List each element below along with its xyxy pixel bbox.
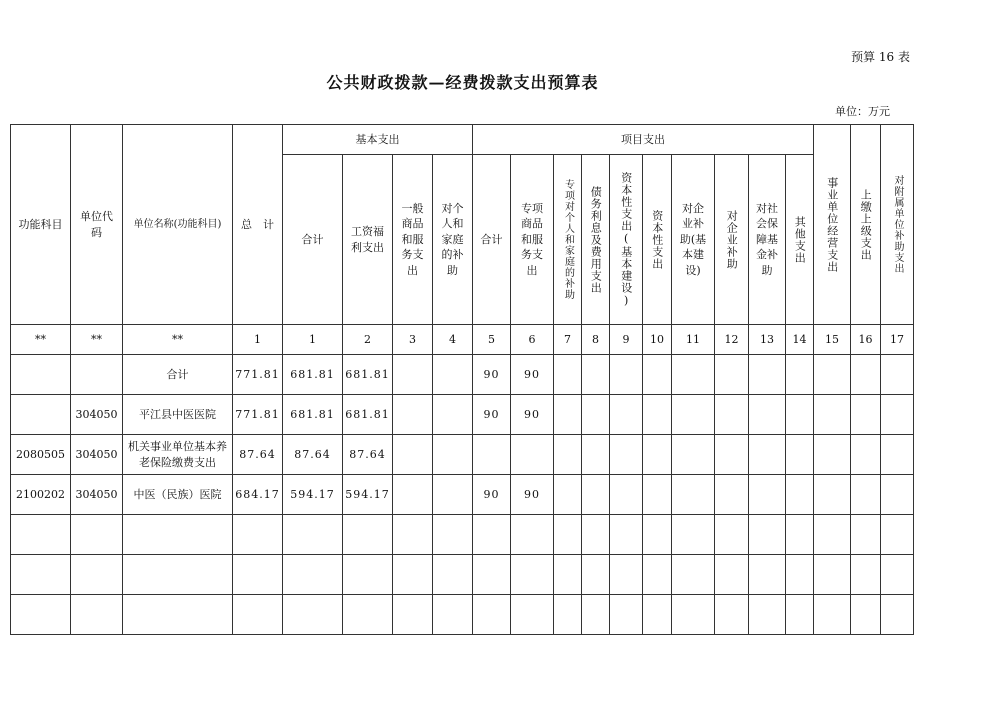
empty-cell: [610, 595, 643, 635]
empty-cell: [851, 395, 881, 435]
header-debt: 债务利息及费用支出: [582, 155, 610, 325]
index-row: [11, 325, 914, 355]
empty-cell: [610, 555, 643, 595]
empty-cell: [643, 475, 672, 515]
index-cell: 17: [881, 325, 914, 355]
unit-name-cell: 合计: [123, 355, 233, 395]
header-unit-name: 单位名称(功能科目): [123, 125, 233, 325]
empty-cell: [610, 515, 643, 555]
empty-cell: [473, 515, 511, 555]
empty-cell: [786, 355, 814, 395]
special-goods-cell: [511, 435, 554, 475]
empty-cell: [715, 555, 749, 595]
empty-cell: [554, 475, 582, 515]
salary-cell: 681.81: [343, 395, 393, 435]
empty-cell: [433, 595, 473, 635]
header-other: 其他支出: [786, 155, 814, 325]
empty-cell: [582, 555, 610, 595]
empty-cell: [643, 395, 672, 435]
empty-cell: [554, 355, 582, 395]
index-cell: 14: [786, 325, 814, 355]
empty-cell: [749, 355, 786, 395]
header-operating: 事业单位经营支出: [814, 125, 851, 325]
empty-cell: [343, 555, 393, 595]
empty-cell: [643, 435, 672, 475]
goods-cell: [393, 355, 433, 395]
basic-total-cell: 87.64: [283, 435, 343, 475]
header-upper: 上缴上级支出: [851, 125, 881, 325]
empty-cell: [814, 475, 851, 515]
table-row: [11, 395, 914, 435]
func-code-cell: [11, 395, 71, 435]
empty-cell: [749, 475, 786, 515]
special-goods-cell: 90: [511, 395, 554, 435]
empty-cell: [749, 395, 786, 435]
project-total-cell: 90: [473, 475, 511, 515]
empty-cell: [283, 595, 343, 635]
empty-cell: [123, 515, 233, 555]
empty-cell: [814, 435, 851, 475]
goods-cell: [393, 475, 433, 515]
empty-cell: [786, 475, 814, 515]
empty-cell: [233, 515, 283, 555]
header-row-top: [11, 125, 914, 155]
empty-cell: [814, 555, 851, 595]
budget-table: [10, 124, 914, 635]
empty-cell: [582, 595, 610, 635]
empty-cell: [511, 555, 554, 595]
func-code-cell: [11, 355, 71, 395]
unit-code-cell: [71, 355, 123, 395]
basic-total-cell: 681.81: [283, 395, 343, 435]
basic-total-cell: 594.17: [283, 475, 343, 515]
empty-table-row: [11, 515, 914, 555]
table-row: [11, 475, 914, 515]
index-cell: 4: [433, 325, 473, 355]
empty-cell: [851, 515, 881, 555]
empty-table-row: [11, 595, 914, 635]
index-cell: 11: [672, 325, 715, 355]
empty-cell: [672, 355, 715, 395]
empty-cell: [582, 515, 610, 555]
empty-cell: [610, 355, 643, 395]
total-cell: 684.17: [233, 475, 283, 515]
empty-cell: [881, 355, 914, 395]
table-row: [11, 435, 914, 475]
empty-cell: [511, 595, 554, 635]
empty-cell: [343, 595, 393, 635]
total-cell: 771.81: [233, 355, 283, 395]
empty-cell: [123, 555, 233, 595]
index-cell: 10: [643, 325, 672, 355]
empty-cell: [11, 555, 71, 595]
index-cell: 1: [233, 325, 283, 355]
index-cell: **: [71, 325, 123, 355]
empty-cell: [851, 555, 881, 595]
project-total-cell: 90: [473, 355, 511, 395]
empty-cell: [715, 435, 749, 475]
empty-cell: [643, 355, 672, 395]
unit-code-cell: 304050: [71, 395, 123, 435]
unit-code-cell: 304050: [71, 475, 123, 515]
header-func-code: 功能科目: [11, 125, 71, 325]
empty-cell: [283, 555, 343, 595]
empty-cell: [643, 555, 672, 595]
empty-cell: [283, 515, 343, 555]
empty-cell: [881, 475, 914, 515]
index-cell: 3: [393, 325, 433, 355]
header-special-goods: 专项商品和服务支出: [511, 155, 554, 325]
header-project: 项目支出: [473, 125, 814, 155]
empty-cell: [71, 555, 123, 595]
table-row: [11, 355, 914, 395]
header-project-subtotal: 合计: [473, 155, 511, 325]
header-enterprise-base: 对企业补助(基本建设): [672, 155, 715, 325]
personal-cell: [433, 475, 473, 515]
index-cell: 6: [511, 325, 554, 355]
unit-name-cell: 平江县中医医院: [123, 395, 233, 435]
index-cell: 7: [554, 325, 582, 355]
empty-cell: [749, 515, 786, 555]
salary-cell: 594.17: [343, 475, 393, 515]
header-special-personal: 专项对个人和家庭的补助: [554, 155, 582, 325]
empty-cell: [11, 515, 71, 555]
header-affiliated: 对附属单位补助支出: [881, 125, 914, 325]
page-title: 公共财政拨款—经费拨款支出预算表: [326, 73, 599, 92]
empty-cell: [233, 555, 283, 595]
empty-cell: [554, 435, 582, 475]
empty-cell: [11, 595, 71, 635]
index-cell: **: [11, 325, 71, 355]
index-cell: 13: [749, 325, 786, 355]
empty-cell: [672, 475, 715, 515]
empty-cell: [672, 395, 715, 435]
header-personal: 对个人和家庭的补助: [433, 155, 473, 325]
empty-cell: [672, 435, 715, 475]
empty-cell: [71, 515, 123, 555]
empty-cell: [672, 555, 715, 595]
func-code-cell: 2100202: [11, 475, 71, 515]
empty-cell: [786, 435, 814, 475]
header-unit-code: 单位代码: [71, 125, 123, 325]
empty-cell: [393, 595, 433, 635]
empty-cell: [643, 515, 672, 555]
empty-cell: [554, 595, 582, 635]
personal-cell: [433, 395, 473, 435]
empty-cell: [851, 435, 881, 475]
empty-cell: [582, 395, 610, 435]
empty-cell: [749, 595, 786, 635]
empty-cell: [881, 395, 914, 435]
empty-cell: [233, 595, 283, 635]
index-cell: 5: [473, 325, 511, 355]
empty-cell: [393, 555, 433, 595]
empty-cell: [343, 515, 393, 555]
index-cell: 8: [582, 325, 610, 355]
empty-cell: [786, 595, 814, 635]
unit-name-cell: 中医（民族）医院: [123, 475, 233, 515]
empty-cell: [473, 595, 511, 635]
empty-cell: [433, 515, 473, 555]
header-social: 对社会保障基金补助: [749, 155, 786, 325]
index-cell: **: [123, 325, 233, 355]
empty-cell: [71, 595, 123, 635]
empty-cell: [851, 475, 881, 515]
salary-cell: 87.64: [343, 435, 393, 475]
header-enterprise: 对企业补助: [715, 155, 749, 325]
form-number: 预算 16 表: [851, 50, 910, 64]
empty-cell: [554, 515, 582, 555]
project-total-cell: [473, 435, 511, 475]
total-cell: 87.64: [233, 435, 283, 475]
special-goods-cell: 90: [511, 355, 554, 395]
index-cell: 1: [283, 325, 343, 355]
empty-cell: [473, 555, 511, 595]
empty-cell: [786, 555, 814, 595]
goods-cell: [393, 395, 433, 435]
project-total-cell: 90: [473, 395, 511, 435]
header-basic: 基本支出: [283, 125, 473, 155]
empty-cell: [610, 475, 643, 515]
empty-cell: [610, 395, 643, 435]
personal-cell: [433, 435, 473, 475]
empty-cell: [814, 355, 851, 395]
header-capital-base: 资本性支出(基本建设): [610, 155, 643, 325]
header-goods: 一般商品和服务支出: [393, 155, 433, 325]
unit-label: 单位：万元: [835, 105, 890, 118]
goods-cell: [393, 435, 433, 475]
header-capital: 资本性支出: [643, 155, 672, 325]
unit-name-cell: 机关事业单位基本养老保险缴费支出: [123, 435, 233, 475]
empty-cell: [582, 435, 610, 475]
index-cell: 16: [851, 325, 881, 355]
empty-cell: [554, 555, 582, 595]
header-salary: 工资福利支出: [343, 155, 393, 325]
basic-total-cell: 681.81: [283, 355, 343, 395]
index-cell: 12: [715, 325, 749, 355]
empty-cell: [672, 595, 715, 635]
personal-cell: [433, 355, 473, 395]
index-cell: 2: [343, 325, 393, 355]
empty-cell: [610, 435, 643, 475]
empty-cell: [851, 355, 881, 395]
total-cell: 771.81: [233, 395, 283, 435]
empty-cell: [786, 395, 814, 435]
index-cell: 15: [814, 325, 851, 355]
empty-cell: [672, 515, 715, 555]
empty-cell: [851, 595, 881, 635]
empty-cell: [881, 595, 914, 635]
empty-cell: [393, 515, 433, 555]
func-code-cell: 2080505: [11, 435, 71, 475]
empty-cell: [814, 515, 851, 555]
empty-cell: [881, 555, 914, 595]
special-goods-cell: 90: [511, 475, 554, 515]
header-basic-subtotal: 合计: [283, 155, 343, 325]
salary-cell: 681.81: [343, 355, 393, 395]
empty-cell: [582, 355, 610, 395]
empty-cell: [881, 515, 914, 555]
empty-cell: [433, 555, 473, 595]
header-total: 总 计: [233, 125, 283, 325]
empty-cell: [749, 435, 786, 475]
empty-cell: [715, 515, 749, 555]
empty-cell: [715, 395, 749, 435]
empty-cell: [643, 595, 672, 635]
empty-cell: [554, 395, 582, 435]
empty-cell: [715, 595, 749, 635]
empty-cell: [881, 435, 914, 475]
index-cell: 9: [610, 325, 643, 355]
unit-code-cell: 304050: [71, 435, 123, 475]
empty-cell: [123, 595, 233, 635]
empty-cell: [582, 475, 610, 515]
empty-cell: [715, 475, 749, 515]
empty-table-row: [11, 555, 914, 595]
empty-cell: [749, 555, 786, 595]
empty-cell: [786, 515, 814, 555]
empty-cell: [814, 395, 851, 435]
empty-cell: [715, 355, 749, 395]
empty-cell: [814, 595, 851, 635]
empty-cell: [511, 515, 554, 555]
